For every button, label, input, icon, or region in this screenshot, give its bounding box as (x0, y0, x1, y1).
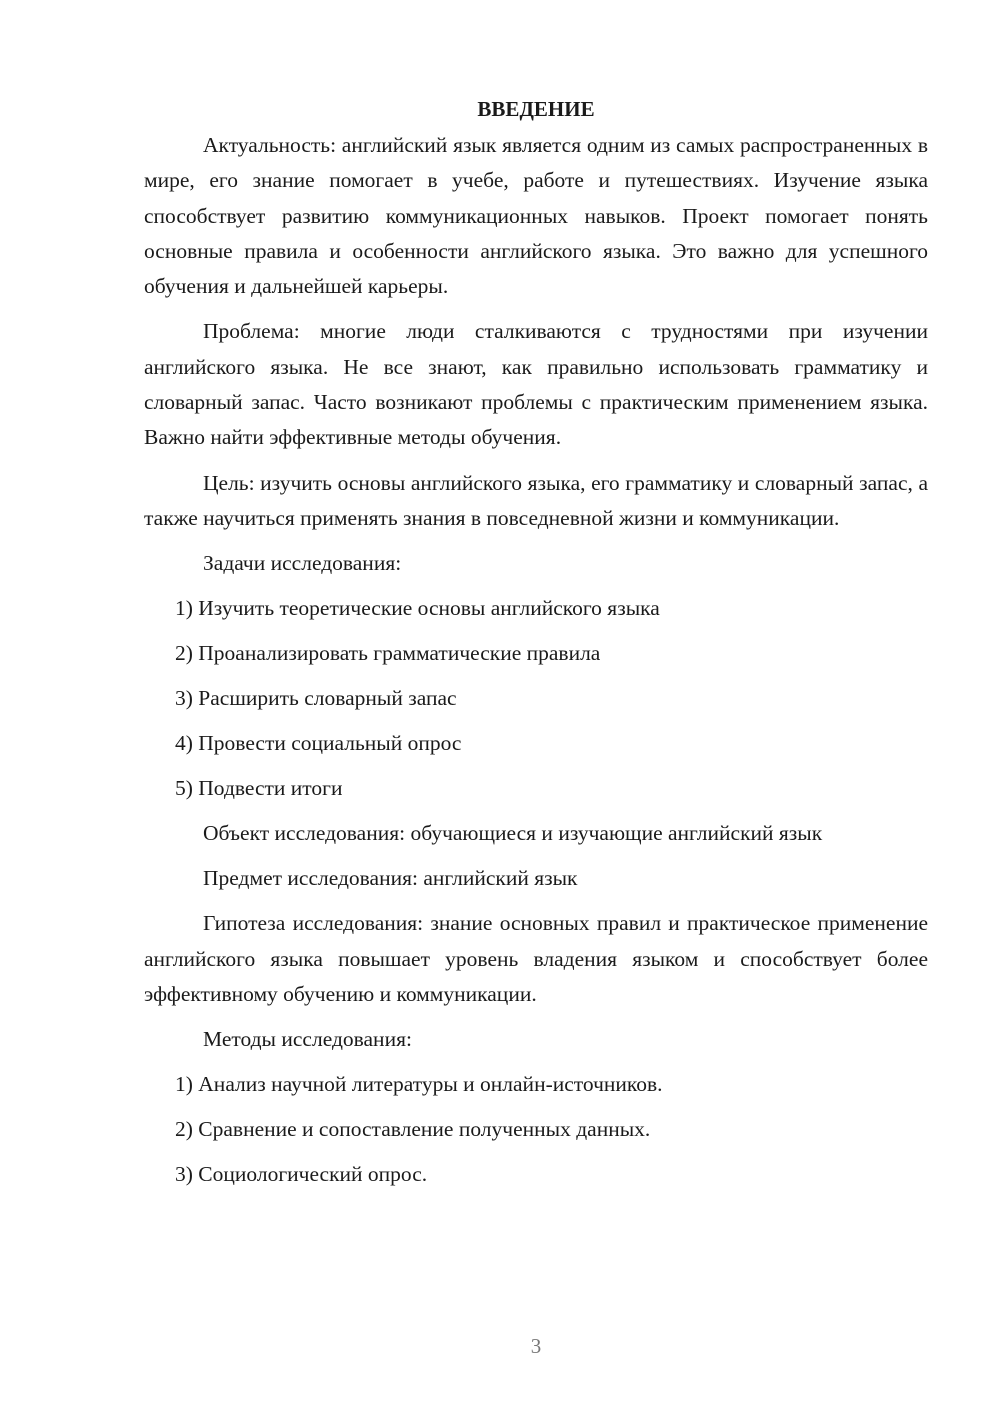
goal-paragraph: Цель: изучить основы английского языка, его грамматику и словарный запас, а также научиться применять знания в повседневной жизни и коммуникации. (144, 470, 928, 530)
task-item: 1) Изучить теоретические основы английского языка (175, 596, 660, 621)
tasks-heading: Задачи исследования: (203, 551, 402, 576)
task-item: 5) Подвести итоги (175, 776, 343, 801)
research-object: Объект исследования: обучающиеся и изучающие английский язык (203, 821, 823, 846)
task-item: 3) Расширить словарный запас (175, 686, 457, 711)
research-subject: Предмет исследования: английский язык (203, 866, 578, 891)
task-item: 2) Проанализировать грамматические правила (175, 641, 601, 666)
method-item: 1) Анализ научной литературы и онлайн-источников. (175, 1072, 663, 1097)
method-item: 3) Социологический опрос. (175, 1162, 428, 1187)
relevance-paragraph: Актуальность: английский язык является одним из самых распространенных в мире, его знание помогает в учебе, работе и путешествиях. Изучение языка способствует развитию коммуникационных навыков. Проект помогает понять основные правила и особенности английского языка. Это важно для успешного обучения и дальнейшей карьеры. (144, 133, 928, 299)
hypothesis-paragraph: Гипотеза исследования: знание основных правил и практическое применение английского языка повышает уровень владения языком и способствует более эффективному обучению и коммуникации. (144, 911, 928, 1006)
problem-paragraph: Проблема: многие люди сталкиваются с трудностями при изучении английского языка. Не все знают, как правильно использовать грамматику и словарный запас. Часто возникают проблемы с практическим применением языка. Важно найти эффективные методы обучения. (144, 319, 928, 450)
task-item: 4) Провести социальный опрос (175, 731, 462, 756)
method-item: 2) Сравнение и сопоставление полученных данных. (175, 1117, 651, 1142)
page-number: 3 (530, 1334, 542, 1358)
methods-heading: Методы исследования: (203, 1027, 412, 1052)
section-title: ВВЕДЕНИЕ (477, 97, 595, 121)
methods-list (144, 1067, 928, 1192)
document-page (144, 92, 928, 1202)
tasks-list (144, 591, 928, 806)
